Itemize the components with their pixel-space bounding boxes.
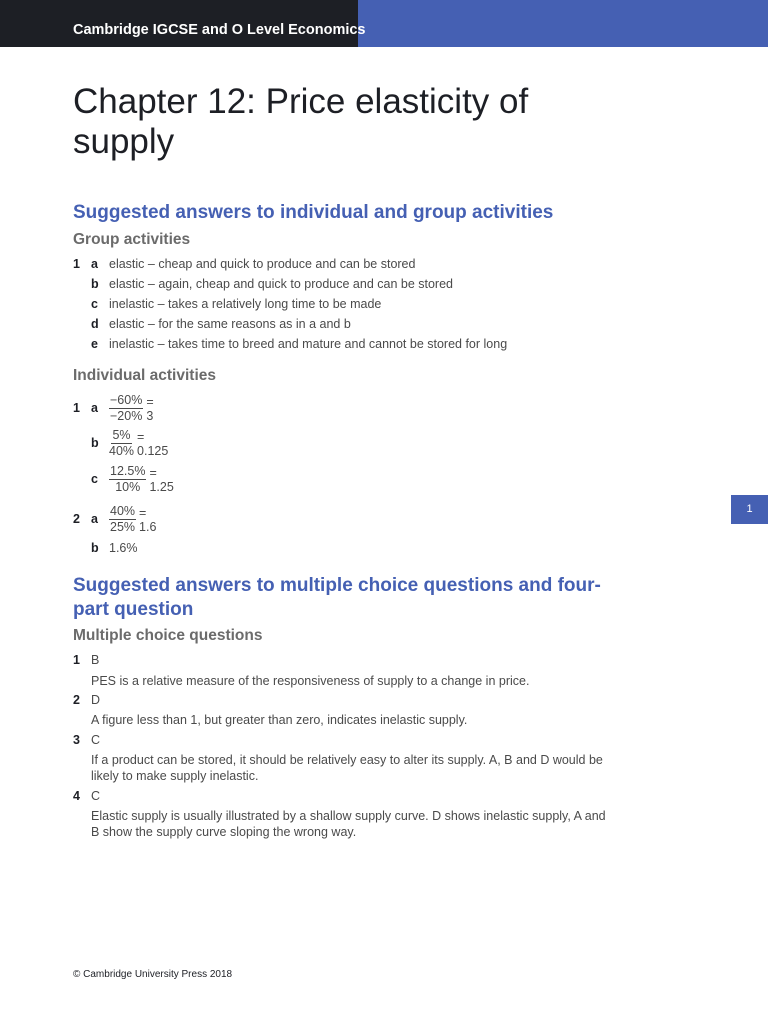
question-explanation: Elastic supply is usually illustrated by a shallow supply curve. D shows inelastic supply, A and B show the supply curve sloping the wrong way.: [91, 809, 606, 839]
fraction-result: = 3: [146, 394, 154, 423]
multiple-choice-heading: Multiple choice questions: [73, 627, 263, 644]
item-letter: a: [91, 257, 98, 271]
page-number-tab: 1: [731, 495, 768, 524]
fraction-result: = 0.125: [137, 429, 169, 458]
item-letter: b: [91, 541, 99, 555]
question-number: 1: [73, 401, 80, 415]
fraction-numerator: 12.5%: [110, 464, 146, 478]
fraction-numerator: 40%: [110, 504, 136, 518]
question-answer: C: [91, 789, 101, 803]
chapter-title: Chapter 12: Price elasticity of supply: [73, 82, 529, 161]
question-number: 3: [73, 733, 80, 747]
fraction-result: = 1.25: [149, 465, 174, 494]
fraction-numerator: 5%: [112, 428, 131, 442]
question-number: 2: [73, 693, 80, 707]
question-answer: D: [91, 693, 101, 707]
item-letter: c: [91, 472, 98, 486]
question-number: 4: [73, 789, 80, 803]
header-accent-bar: [358, 0, 768, 47]
item-letter: a: [91, 512, 98, 526]
item-text: inelastic – takes a relatively long time to be made: [109, 297, 382, 311]
question-explanation: If a product can be stored, it should be relatively easy to alter its supply. A, B and D would be likely to make supply inelastic.: [91, 753, 603, 783]
fraction-answer: [109, 504, 156, 535]
item-letter: b: [91, 436, 99, 450]
item-text: 1.6%: [109, 541, 138, 555]
question-number: 2: [73, 512, 80, 526]
question-answer: C: [91, 733, 101, 747]
fraction-result: = 1.6: [139, 505, 157, 534]
item-letter: b: [91, 277, 99, 291]
item-letter: d: [91, 317, 99, 331]
question-answer: B: [91, 653, 100, 667]
item-letter: c: [91, 297, 98, 311]
copyright-footer: © Cambridge University Press 2018: [73, 969, 233, 980]
fraction-answer: [109, 464, 174, 495]
fraction-denominator: 25%: [110, 520, 136, 534]
section-heading-multiple-choice: Suggested answers to multiple choice questions and four-part question: [73, 575, 601, 620]
question-number: 1: [73, 257, 80, 271]
fraction-denominator: 40%: [109, 444, 135, 458]
fraction-numerator: −60%: [110, 393, 143, 407]
question-explanation: A figure less than 1, but greater than zero, indicates inelastic supply.: [91, 713, 468, 727]
fraction-answer: [109, 428, 168, 459]
item-text: inelastic – takes time to breed and mature and cannot be stored for long: [109, 337, 508, 351]
individual-activities-heading: Individual activities: [73, 367, 216, 384]
item-letter: e: [91, 337, 98, 351]
group-activities-heading: Group activities: [73, 231, 191, 248]
fraction-denominator: 10%: [115, 480, 141, 494]
book-title: Cambridge IGCSE and O Level Economics: [73, 22, 366, 38]
question-number: 1: [73, 653, 80, 667]
item-text: elastic – cheap and quick to produce and can be stored: [109, 257, 416, 271]
question-explanation: PES is a relative measure of the responsiveness of supply to a change in price.: [91, 674, 530, 688]
fraction-denominator: −20%: [110, 409, 143, 423]
section-heading-activities: Suggested answers to individual and group activities: [73, 202, 554, 223]
fraction-answer: [109, 393, 154, 424]
item-text: elastic – again, cheap and quick to produce and can be stored: [109, 277, 453, 291]
item-letter: a: [91, 401, 98, 415]
item-text: elastic – for the same reasons as in a and b: [109, 317, 351, 331]
